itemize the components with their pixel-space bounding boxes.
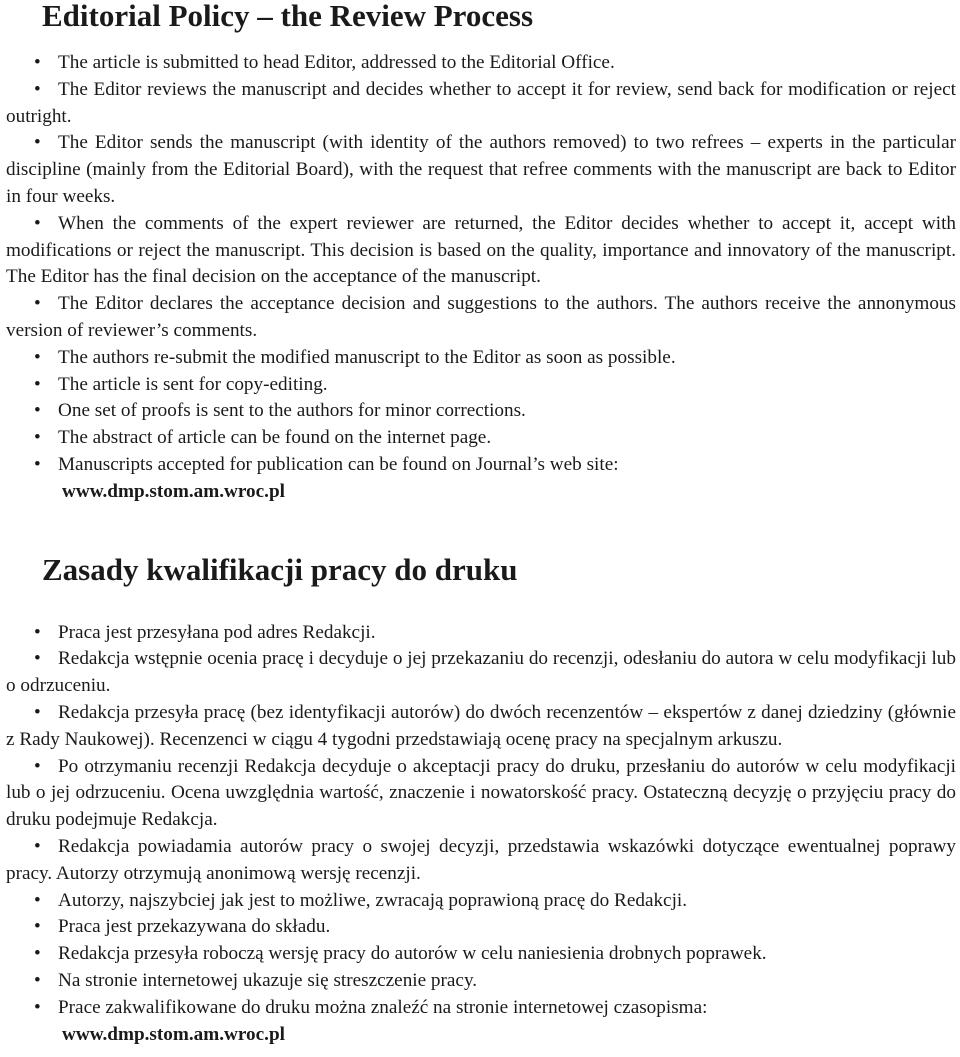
bullet-icon: •: [34, 293, 41, 315]
list-item-text: Na stronie internetowej ukazuje się streszczenie pracy.: [58, 969, 478, 991]
journal-url-link[interactable]: www.dmp.stom.am.wroc.pl: [62, 480, 285, 502]
bullet-icon: •: [34, 373, 41, 395]
bullet-icon: •: [34, 453, 41, 475]
list-item: [6, 754, 956, 834]
section-title-en: Editorial Policy – the Review Process: [42, 0, 534, 33]
list-item: [6, 700, 956, 754]
bullet-icon: •: [34, 996, 41, 1018]
list-item-text: Praca jest przekazywana do składu.: [58, 916, 331, 938]
list-item: [6, 211, 956, 291]
list-item: [6, 425, 956, 452]
list-item: [6, 398, 956, 425]
list-item: [6, 834, 956, 888]
bullet-icon: •: [34, 889, 41, 911]
bullet-icon: •: [34, 78, 41, 100]
bullet-icon: •: [34, 969, 41, 991]
list-item-text: Redakcja przesyła roboczą wersję pracy do autorów w celu naniesienia drobnych poprawek.: [58, 943, 767, 965]
qualification-rules-list: [6, 620, 956, 1049]
list-item: [6, 77, 956, 131]
list-item-text: Redakcja wstępnie ocenia pracę i decyduje o jej przekazaniu do recenzji, odesłaniu do autora w celu modyfikacji lub o odrzuceniu.: [6, 648, 956, 697]
bullet-icon: •: [34, 916, 41, 938]
list-item: [6, 914, 956, 941]
bullet-icon: •: [34, 755, 41, 777]
list-item: [6, 130, 956, 210]
list-item: [6, 968, 956, 995]
bullet-icon: •: [34, 835, 41, 857]
list-item: [6, 50, 956, 77]
list-item: [6, 345, 956, 372]
list-item-text: The Editor declares the acceptance decision and suggestions to the authors. The authors receive the annonymous version of reviewer’s comments.: [6, 293, 956, 341]
list-item-text: Praca jest przesyłana pod adres Redakcji.: [58, 621, 376, 643]
list-item: [6, 995, 956, 1049]
list-item-text: The Editor reviews the manuscript and decides whether to accept it for review, send back for modification or reject outright.: [6, 78, 956, 127]
list-item-text: Prace zakwalifikowane do druku można znaleźć na stronie internetowej czasopisma:: [58, 996, 708, 1018]
bullet-icon: •: [34, 621, 41, 643]
list-item: [6, 452, 956, 506]
bullet-icon: •: [34, 943, 41, 965]
list-item-text: The article is submitted to head Editor, addressed to the Editorial Office.: [58, 52, 615, 73]
list-item: [6, 646, 956, 700]
bullet-icon: •: [34, 701, 41, 723]
list-item-text: The Editor sends the manuscript (with identity of the authors removed) to two refrees – experts in the particular discipline (mainly from the Editorial Board), with the request that refree comments with the manuscript are back to Editor in four weeks.: [6, 132, 956, 207]
list-item-text: Autorzy, najszybciej jak jest to możliwe, zwracają poprawioną pracę do Redakcji.: [58, 889, 688, 911]
list-item-text: Redakcja powiadamia autorów pracy o swojej decyzji, przedstawia wskazówki dotyczące ewentualnej poprawy pracy. Autorzy otrzymują anonimową wersję recenzji.: [6, 835, 956, 884]
list-item-text: When the comments of the expert reviewer are returned, the Editor decides whether to accept it, accept with modifications or reject the manuscript. This decision is based on the quality, importance and innovatory of the manuscript. The Editor has the final decision on the acceptance of the manuscript.: [6, 212, 956, 288]
list-item-text: Po otrzymaniu recenzji Redakcja decyduje o akceptacji pracy do druku, przesłaniu do autorów w celu modyfikacji lub o jej odrzuceniu. Ocena uwzględnia wartość, znaczenie i nowatorskość pracy. Ostateczną decyzję o przyjęciu pracy do druku podejmuje Redakcja.: [6, 755, 956, 831]
bullet-icon: •: [34, 427, 41, 449]
list-item: [6, 372, 956, 399]
bullet-icon: •: [34, 346, 41, 368]
list-item: [6, 888, 956, 915]
list-item-text: One set of proofs is sent to the authors for minor corrections.: [58, 400, 526, 422]
journal-url-link[interactable]: www.dmp.stom.am.wroc.pl: [62, 1023, 285, 1045]
list-item-text: The article is sent for copy-editing.: [58, 373, 328, 395]
bullet-icon: •: [34, 648, 41, 670]
list-item: [6, 620, 956, 647]
list-item: [6, 291, 956, 345]
bullet-icon: •: [34, 212, 41, 234]
bullet-icon: •: [34, 132, 41, 154]
list-item-text: The authors re-submit the modified manuscript to the Editor as soon as possible.: [58, 346, 676, 368]
list-item-text: Manuscripts accepted for publication can be found on Journal’s web site:: [58, 453, 619, 475]
bullet-icon: •: [34, 400, 41, 422]
list-item: [6, 941, 956, 968]
review-process-list: [6, 50, 956, 506]
section-title-pl: Zasady kwalifikacji pracy do druku: [42, 551, 518, 587]
list-item-text: The abstract of article can be found on the internet page.: [58, 427, 492, 449]
list-item-text: Redakcja przesyła pracę (bez identyfikacji autorów) do dwóch recenzentów – ekspertów z danej dziedziny (głównie z Rady Naukowej). Recenzenci w ciągu 4 tygodni przedstawiają ocenę pracy na specjalnym arkuszu.: [6, 701, 956, 750]
bullet-icon: •: [34, 52, 41, 73]
